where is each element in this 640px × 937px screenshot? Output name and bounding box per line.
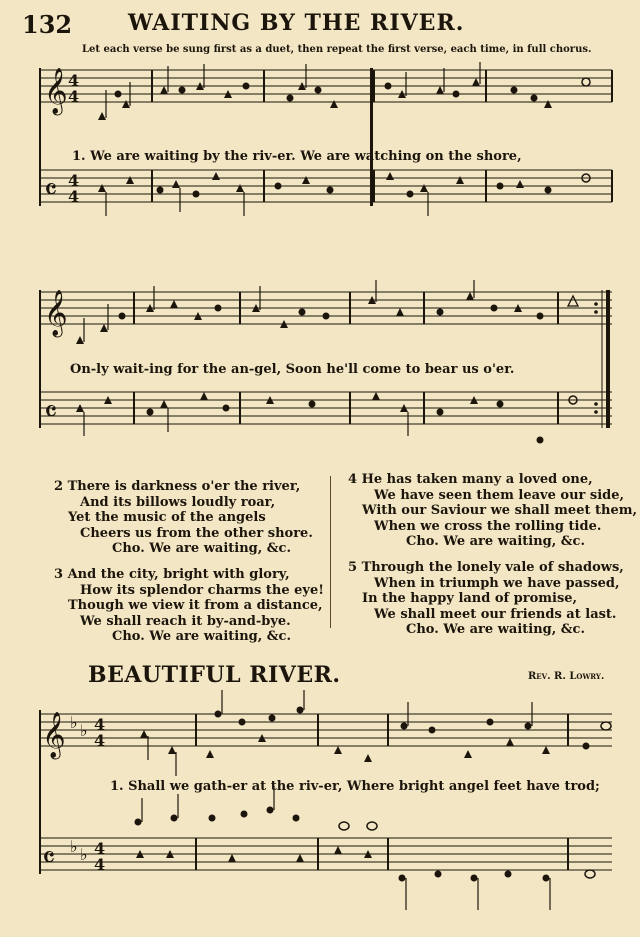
verse-2 — [54, 479, 313, 557]
verse-line: 2 There is darkness o'er the river, — [54, 479, 301, 494]
verse-line: Though we view it from a distance, — [68, 598, 323, 613]
svg-text:𝄴: 𝄴 — [44, 395, 58, 430]
verse-line: 3 And the city, bright with glory, — [54, 567, 290, 582]
svg-text:𝄴: 𝄴 — [42, 841, 56, 876]
chorus-ref: Cho. We are waiting, &c. — [112, 629, 291, 644]
svg-text:4: 4 — [94, 715, 106, 734]
verse-line: 5 Through the lonely vale of shadows, — [348, 560, 624, 575]
svg-text:𝄴: 𝄴 — [44, 173, 58, 208]
verse-line: When in triumph we have passed, — [374, 575, 620, 591]
page-number: 132 — [22, 10, 73, 39]
svg-text:4: 4 — [94, 731, 106, 750]
svg-text:𝄞: 𝄞 — [44, 68, 68, 114]
verse-line: We shall reach it by-and-bye. — [80, 613, 291, 629]
lyric-line-2: On-ly wait-ing for the an-gel, Soon he'll come to bear us o'er. — [70, 362, 515, 377]
music-system-3 — [0, 690, 640, 937]
performance-instruction: Let each verse be sung first as a duet, then repeat the first verse, each time, in full chorus. — [82, 44, 592, 55]
verse-line: With our Saviour we shall meet them, — [362, 503, 638, 518]
verse-3 — [54, 567, 324, 645]
verse-line: Cheers us from the other shore. — [80, 525, 313, 541]
svg-text:♭: ♭ — [70, 837, 78, 856]
hymn-title: WAITING BY THE RIVER. — [128, 10, 465, 36]
lyric-line-3 — [110, 779, 600, 794]
chorus-ref: Cho. We are waiting, &c. — [406, 622, 585, 637]
svg-text:𝄞: 𝄞 — [42, 712, 66, 758]
composer-credit: Rev. R. Lowry. — [528, 671, 605, 682]
column-divider — [330, 476, 331, 628]
svg-text:𝄞: 𝄞 — [44, 290, 68, 336]
verse-line: In the happy land of promise, — [362, 591, 578, 606]
verse-5 — [348, 560, 624, 638]
verse-line: 4 He has taken many a loved one, — [348, 472, 593, 487]
verse-line: And its billows loudly roar, — [80, 494, 276, 510]
svg-text:4: 4 — [68, 71, 80, 90]
hymn-title-2: BEAUTIFUL RIVER. — [88, 662, 341, 688]
svg-text:4: 4 — [68, 187, 80, 206]
svg-text:4: 4 — [94, 855, 106, 874]
svg-text:4: 4 — [68, 171, 80, 190]
lyric-line-1: 1. We are waiting by the riv-er. We are watching on the shore, — [72, 149, 522, 164]
verse-line: How its splendor charms the eye! — [80, 582, 324, 598]
svg-text:4: 4 — [68, 87, 80, 106]
lyric-text: 1. Shall we gath-er at the riv-er, Where bright angel feet have trod; — [110, 779, 600, 794]
verse-line: When we cross the rolling tide. — [374, 518, 602, 534]
chorus-ref: Cho. We are waiting, &c. — [112, 541, 291, 556]
verse-line: We shall meet our friends at last. — [374, 606, 617, 622]
svg-text:♭: ♭ — [80, 721, 88, 740]
verse-line: Yet the music of the angels — [68, 510, 266, 525]
chorus-ref: Cho. We are waiting, &c. — [406, 534, 585, 549]
svg-text:♭: ♭ — [70, 713, 78, 732]
svg-text:4: 4 — [94, 839, 106, 858]
verse-line: We have seen them leave our side, — [374, 487, 625, 503]
verse-4 — [348, 472, 637, 550]
svg-text:♭: ♭ — [80, 845, 88, 864]
